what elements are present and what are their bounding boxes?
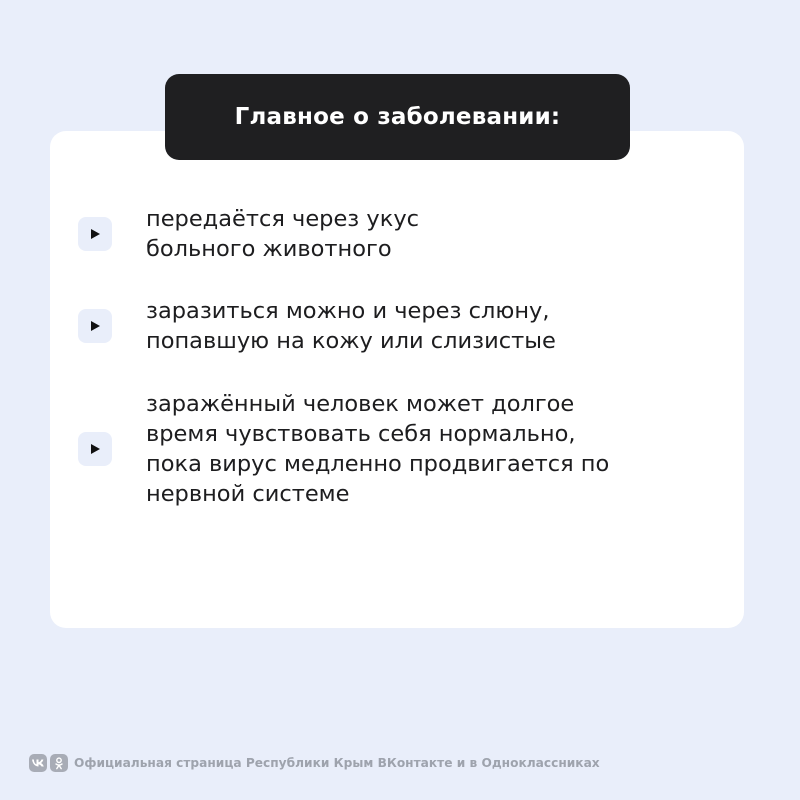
list-item-text: заразиться можно и через слюну, попавшую на кожу или слизистые (146, 298, 556, 354)
list-item (78, 389, 706, 509)
list-item (78, 204, 706, 264)
footer (29, 752, 600, 774)
play-bullet-icon (78, 432, 112, 466)
footer-text: Официальная страница Республики Крым ВКонтакте и в Одноклассниках (74, 756, 600, 770)
title-banner (165, 74, 630, 160)
vk-icon[interactable] (29, 754, 47, 772)
list-item-text: передаётся через укус больного животного (146, 206, 419, 262)
play-bullet-icon (78, 217, 112, 251)
page-title: Главное о заболевании: (234, 104, 561, 130)
list-item (78, 296, 706, 356)
list-item-text: заражённый человек может долгое время чувствовать себя нормально, пока вирус медленно продвигается по нервной системе (146, 391, 610, 507)
play-bullet-icon (78, 309, 112, 343)
odnoklassniki-icon[interactable] (50, 754, 68, 772)
